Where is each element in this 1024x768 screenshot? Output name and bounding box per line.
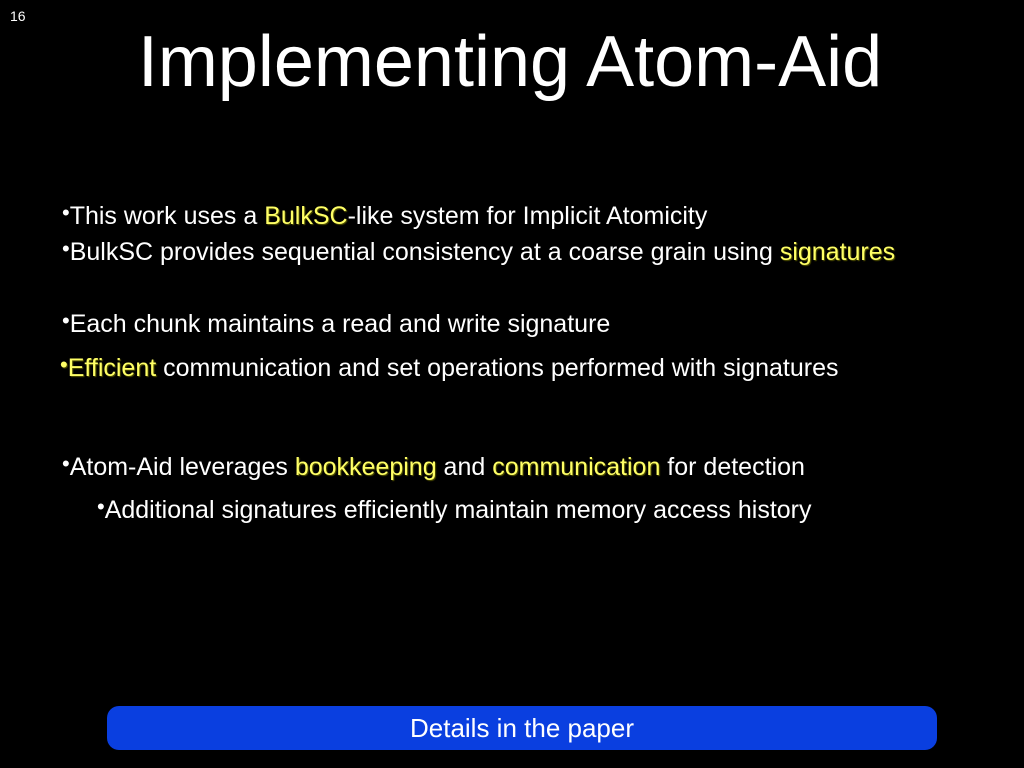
highlight-efficient: Efficient — [67, 354, 157, 382]
slide-title: Implementing Atom-Aid — [137, 22, 883, 102]
bullet-bulksc-system — [62, 198, 707, 235]
bullet-text: -like system for Implicit Atomicity — [347, 202, 708, 230]
highlight-communication: communication — [492, 453, 661, 481]
bullet-dot: • — [62, 236, 70, 261]
bullet-text: This work uses a — [69, 202, 265, 230]
bullet-text: Atom-Aid leverages — [69, 453, 295, 481]
bullet-text: BulkSC provides sequential consistency at a coarse grain using — [69, 238, 780, 266]
bullet-text: communication and set operations performed with signatures — [156, 354, 839, 382]
highlight-bulksc: BulkSC — [264, 202, 348, 230]
bullet-chunk-signature — [62, 306, 610, 343]
bullet-text: and — [436, 453, 493, 481]
bullet-atom-aid-leverages — [62, 449, 862, 486]
details-in-paper-banner: Details in the paper — [107, 706, 937, 750]
bullet-dot: • — [60, 352, 68, 377]
bullet-efficient-communication — [60, 350, 880, 387]
slide-number: 16 — [10, 8, 26, 24]
bullet-dot: • — [62, 451, 70, 476]
highlight-bookkeeping: bookkeeping — [294, 453, 437, 481]
bullet-dot: • — [62, 308, 70, 333]
bullet-sequential-consistency — [62, 234, 962, 271]
sub-bullet-additional-signatures — [97, 492, 897, 529]
bullet-text: Each chunk maintains a read and write signature — [69, 310, 611, 338]
bullet-dot: • — [97, 494, 105, 519]
bullet-dot: • — [62, 200, 70, 225]
bullet-text: Additional signatures efficiently maintain memory access history — [104, 496, 812, 524]
highlight-signatures: signatures — [779, 238, 896, 266]
bullet-text: for detection — [660, 453, 805, 481]
